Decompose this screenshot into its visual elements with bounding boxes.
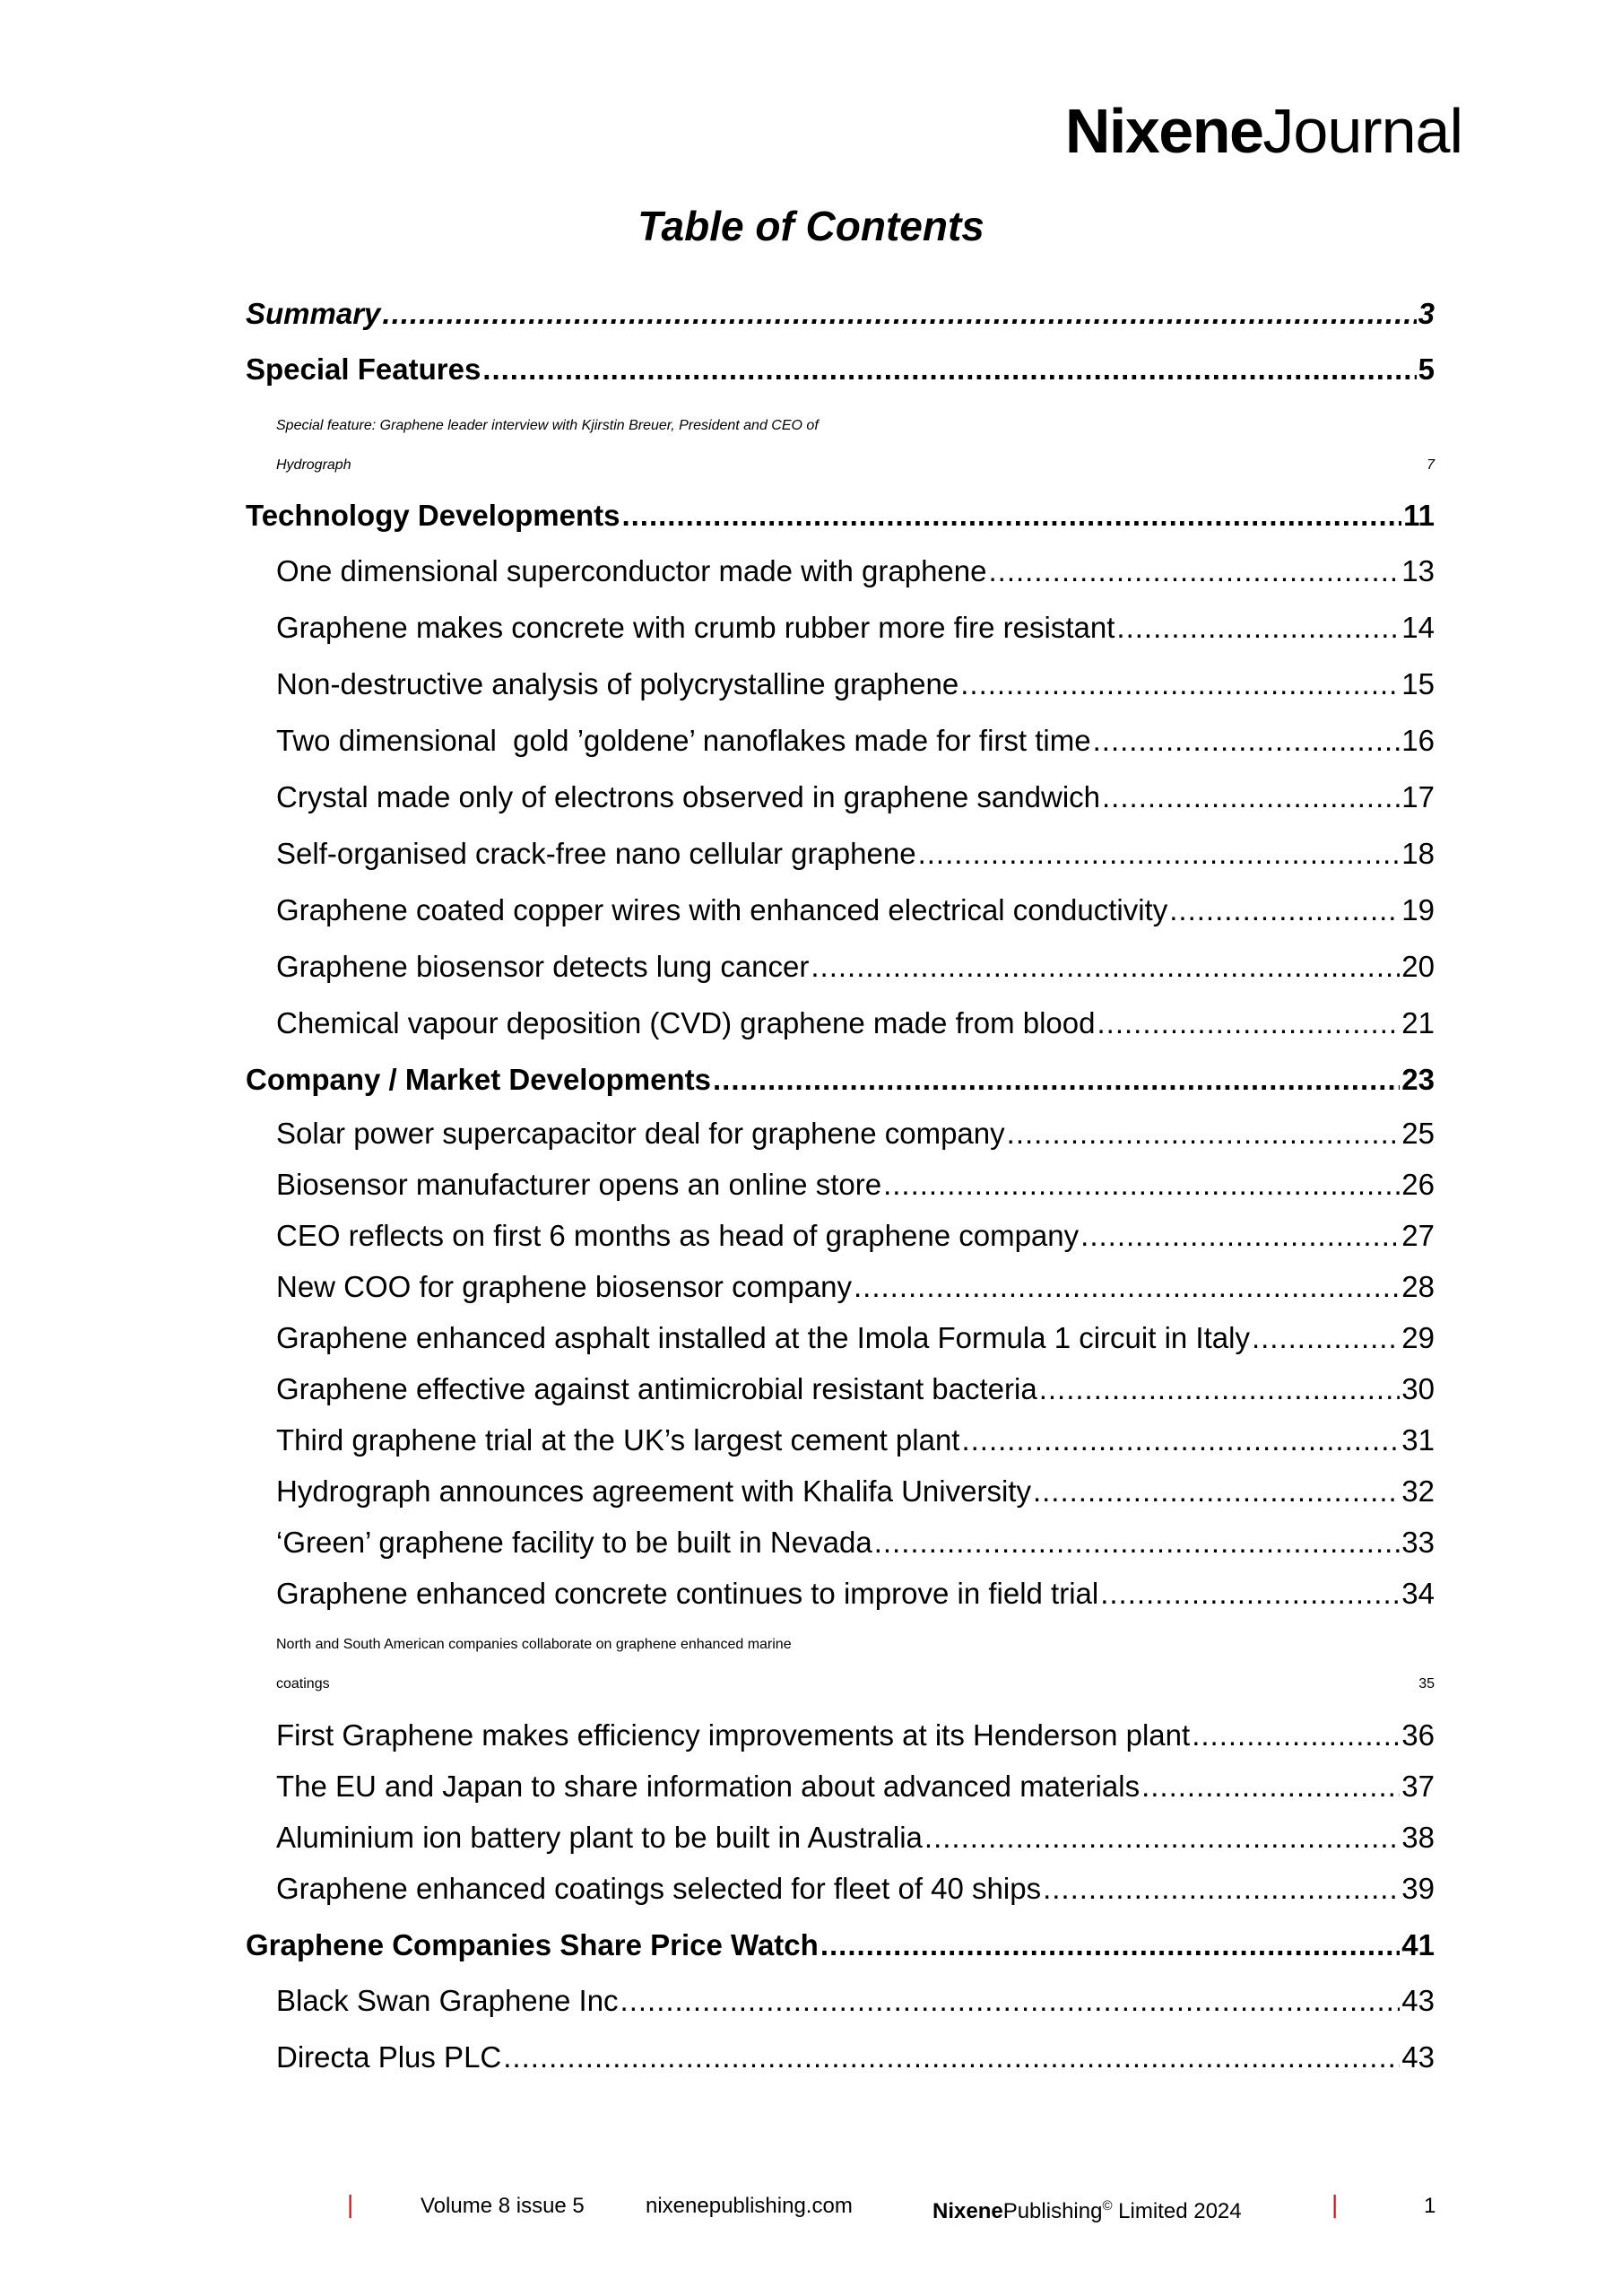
dot-leader [1097,1004,1400,1043]
toc-entry[interactable]: Graphene effective against antimicrobial resistant bacteria ..... 30 [246,1370,1435,1409]
toc-entry-company-market-developments[interactable]: Company / Market Developments ..... 23 [246,1060,1435,1100]
dot-leader [1100,1574,1400,1613]
toc-entry[interactable]: Non-destructive analysis of polycrystalline graphene ..... 15 [246,665,1435,704]
toc-entry[interactable]: First Graphene makes efficiency improvements at its Henderson plant ..... 36 [246,1716,1435,1755]
toc-entry[interactable]: The EU and Japan to share information about advanced materials ..... 37 [246,1767,1435,1806]
toc-entry-summary[interactable]: Summary ..... 3 [246,294,1435,334]
dot-leader [1093,721,1401,761]
toc-entry[interactable]: Third graphene trial at the UK’s largest cement plant ..... 31 [246,1421,1435,1460]
toc-entry[interactable]: Aluminium ion battery plant to be built in Australia ..... 38 [246,1818,1435,1857]
dot-leader [924,1818,1400,1857]
toc-entry[interactable]: Graphene enhanced coatings selected for fleet of 40 ships ..... 39 [246,1869,1435,1909]
toc-entry-share-price-watch[interactable]: Graphene Companies Share Price Watch ..... 41 [246,1926,1435,1965]
toc-entry[interactable]: Graphene coated copper wires with enhanced electrical conductivity ..... 19 [246,891,1435,930]
dot-leader [1043,1869,1400,1909]
journal-logo: NixeneJournal [1064,96,1462,166]
toc-entry[interactable]: Graphene biosensor detects lung cancer ..... 20 [246,947,1435,987]
dot-leader [918,834,1401,874]
toc-entry[interactable]: One dimensional superconductor made with graphene ..... 13 [246,552,1435,591]
dot-leader [713,1060,1400,1100]
toc-entry[interactable]: North and South American companies collaborate on graphene enhanced marine coatings 35 [276,1637,1435,1692]
dot-leader [960,665,1400,704]
dot-leader [820,1926,1400,1965]
toc-entry-technology-developments[interactable]: Technology Developments ..... 11 [246,496,1435,535]
toc-entry[interactable]: Black Swan Graphene Inc ..... 43 [246,1981,1435,2021]
toc-entry-special-features[interactable]: Special Features ..... 5 [246,350,1435,389]
dot-leader [482,350,1416,389]
footer-volume: Volume 8 issue 5 [421,2194,585,2218]
toc-entry[interactable]: Self-organised crack-free nano cellular graphene ..... 18 [246,834,1435,874]
dot-leader [1080,1216,1400,1256]
dot-leader [854,1267,1400,1307]
dot-leader [883,1165,1400,1205]
toc-entry[interactable]: Solar power supercapacitor deal for graphene company ..... 25 [246,1114,1435,1153]
dot-leader [988,552,1400,591]
dot-leader [1192,1716,1400,1755]
toc-entry[interactable]: Directa Plus PLC ..... 43 [246,2038,1435,2077]
toc-entry[interactable]: Biosensor manufacturer opens an online store ..... 26 [246,1165,1435,1205]
toc-entry[interactable]: CEO reflects on first 6 months as head of graphene company ..... 27 [246,1216,1435,1256]
dot-leader [1252,1318,1400,1358]
dot-leader [961,1421,1400,1460]
page-title: Table of Contents [638,203,984,249]
dot-leader [621,496,1401,535]
toc-entry-special-feature-interview[interactable]: Special feature: Graphene leader interview with Kjirstin Breuer, President and CEO of Hydrograph 7 [276,418,1435,473]
toc-entry[interactable]: Graphene enhanced asphalt installed at the Imola Formula 1 circuit in Italy ..... 29 [246,1318,1435,1358]
footer-page-number: 1 [1424,2194,1436,2218]
footer-divider-right: | [1331,2190,1339,2218]
toc-entry[interactable]: Two dimensional gold ’goldene’ nanoflakes made for first time ..... 16 [246,721,1435,761]
toc-entry[interactable]: Graphene enhanced concrete continues to improve in field trial ..... 34 [246,1574,1435,1613]
footer-publisher: NixenePublishing© Limited 2024 [932,2198,1242,2223]
toc-entry[interactable]: Graphene makes concrete with crumb rubber more fire resistant ..... 14 [246,608,1435,648]
dot-leader [1116,608,1400,648]
dot-leader [503,2038,1400,2077]
table-of-contents [246,285,1435,2077]
dot-leader [620,1981,1401,2021]
toc-entry[interactable]: Crystal made only of electrons observed in graphene sandwich ..... 17 [246,778,1435,817]
dot-leader [1141,1767,1400,1806]
dot-leader [811,947,1400,987]
toc-entry[interactable]: ‘Green’ graphene facility to be built in Nevada ..... 33 [246,1523,1435,1562]
dot-leader [1007,1114,1401,1153]
dot-leader [874,1523,1401,1562]
dot-leader [382,294,1416,334]
toc-entry[interactable]: Chemical vapour deposition (CVD) graphene made from blood ..... 21 [246,1004,1435,1043]
footer-website[interactable]: nixenepublishing.com [646,2194,853,2218]
dot-leader [1039,1370,1401,1409]
footer-divider-left: | [347,2190,354,2218]
toc-entry[interactable]: Hydrograph announces agreement with Khalifa University ..... 32 [246,1472,1435,1511]
toc-entry[interactable]: New COO for graphene biosensor company ..... 28 [246,1267,1435,1307]
dot-leader [1102,778,1400,817]
dot-leader [1033,1472,1400,1511]
dot-leader [1169,891,1400,930]
